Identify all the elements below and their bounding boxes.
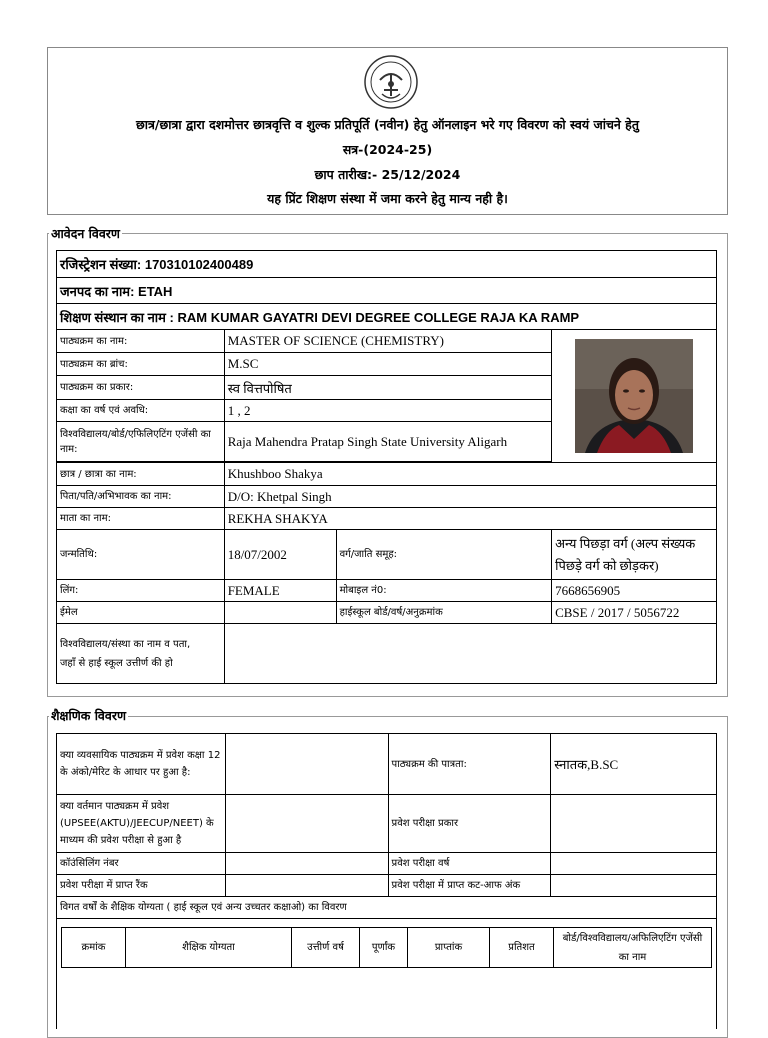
email-label: ईमेल (57, 602, 225, 624)
rank-value (225, 875, 388, 897)
course-type-value: स्व वित्तपोषित (224, 376, 551, 400)
dob-label: जन्मतिथि: (57, 530, 225, 580)
entrance-exam-question: क्या वर्तमान पाठ्यक्रम में प्रवेश (UPSEE(AKTU)/JEECUP/NEET) के माध्यम की प्रवेश परीक्षा से हुआ है (57, 795, 226, 853)
cutoff-label: प्रवेश परीक्षा में प्राप्त कट-आफ अंक (388, 875, 551, 897)
col-percentage: प्रतिशत (490, 928, 554, 968)
past-qualifications-cell (57, 919, 717, 1029)
col-max-marks: पूर्णांक (360, 928, 408, 968)
col-serial: क्रमांक (62, 928, 126, 968)
header-box (47, 47, 728, 215)
district-name: जनपद का नाम: ETAH (57, 278, 717, 304)
up-government-emblem (360, 54, 422, 110)
past-qualifications-table (61, 927, 712, 968)
branch-value: M.SC (224, 353, 551, 376)
header-title-line1: छात्र/छात्रा द्वारा दशमोत्तर छात्रवृत्ति व शुल्क प्रतिपूर्ति (नवीन) हेतु ऑनलाइन भरे गए विवरण को स्वयं जांचने हेतु (136, 117, 639, 132)
mobile-value: 7668656905 (552, 580, 717, 602)
session-line: सत्र-(2024-25) (342, 142, 433, 157)
university-label: विश्वविद्यालय/बोर्ड/एफिलिएटिंग एजेंसी का नाम: (57, 422, 225, 462)
photo-cell (552, 330, 717, 463)
mother-name-label: माता का नाम: (57, 508, 225, 530)
highschool-value: CBSE / 2017 / 5056722 (552, 602, 717, 624)
category-label: वर्ग/जाति समूह: (336, 530, 552, 580)
col-qualification: शैक्षिक योग्यता (126, 928, 292, 968)
course-type-label: पाठ्यक्रम का प्रकार: (57, 376, 225, 400)
year-duration-value: 1 , 2 (224, 400, 551, 422)
student-name-label: छात्र / छात्रा का नाम: (57, 463, 225, 486)
validity-note: यह प्रिंट शिक्षण संस्था में जमा करने हेतु मान्य नही है। (267, 191, 508, 206)
guardian-name-value: D/O: Khetpal Singh (224, 486, 716, 508)
rank-label: प्रवेश परीक्षा में प्राप्त रैंक (57, 875, 226, 897)
gender-label: लिंग: (57, 580, 225, 602)
eligibility-value: स्नातक,B.SC (551, 734, 717, 795)
institution-name: शिक्षण संस्थान का नाम : RAM KUMAR GAYATRI DEVI DEGREE COLLEGE RAJA KA RAMP (57, 304, 717, 330)
counselling-label: कॉउंसिलिंग नंबर (57, 853, 226, 875)
mother-name-value: REKHA SHAKYA (224, 508, 716, 530)
print-date-line: छाप तारीख:- 25/12/2024 (314, 167, 461, 182)
dob-value: 18/07/2002 (224, 530, 336, 580)
academic-legend: शैक्षणिक विवरण (51, 708, 126, 723)
course-name-value: MASTER OF SCIENCE (CHEMISTRY) (224, 330, 551, 353)
col-board: बोर्ड/विश्वविद्यालय/अफिलिएटिंग एजेंसी का नाम (554, 928, 712, 968)
col-pass-year: उत्तीर्ण वर्ष (292, 928, 360, 968)
exam-type-label: प्रवेश परीक्षा प्रकार (388, 795, 551, 853)
counselling-value (225, 853, 388, 875)
academic-table (56, 733, 717, 1029)
exam-year-label: प्रवेश परीक्षा वर्ष (388, 853, 551, 875)
student-photo (575, 339, 693, 453)
application-legend: आवेदन विवरण (51, 226, 120, 241)
branch-label: पाठ्यक्रम का ब्रांच: (57, 353, 225, 376)
email-value (224, 602, 336, 624)
mobile-label: मोबाइल नं0: (336, 580, 552, 602)
col-obtained-marks: प्राप्तांक (408, 928, 490, 968)
highschool-institution-value (224, 624, 716, 684)
year-duration-label: कक्षा का वर्ष एवं अवधि: (57, 400, 225, 422)
course-name-label: पाठ्यक्रम का नाम: (57, 330, 225, 353)
exam-year-value (551, 853, 717, 875)
highschool-label: हाईस्कूल बोर्ड/वर्ष/अनुक्रमांक (336, 602, 552, 624)
highschool-institution-label: विश्वविद्यालय/संस्था का नाम व पता, जहाँ से हाई स्कूल उत्तीर्ण की हो (57, 624, 225, 684)
cutoff-value (551, 875, 717, 897)
gender-value: FEMALE (224, 580, 336, 602)
exam-type-value (551, 795, 717, 853)
merit-admission-value (225, 734, 388, 795)
guardian-name-label: पिता/पति/अभिभावक का नाम: (57, 486, 225, 508)
university-value: Raja Mahendra Pratap Singh State University Aligarh (224, 422, 551, 462)
category-value: अन्य पिछड़ा वर्ग (अल्प संख्यक पिछड़े वर्ग को छोड़कर) (552, 530, 717, 580)
application-table (56, 250, 717, 684)
registration-number: रजिस्ट्रेशन संख्या: 170310102400489 (57, 251, 717, 278)
eligibility-label: पाठ्यक्रम की पात्रता: (388, 734, 551, 795)
past-qualifications-label: विगत वर्षों के शैक्षिक योग्यता ( हाई स्कूल एवं अन्य उच्चतर कक्षाओ) का विवरण (57, 897, 717, 919)
entrance-exam-value (225, 795, 388, 853)
student-name-value: Khushboo Shakya (224, 463, 716, 486)
merit-admission-question: क्या व्यवसायिक पाठ्यक्रम में प्रवेश कक्षा 12 के अंको/मेरिट के आधार पर हुआ है: (57, 734, 226, 795)
